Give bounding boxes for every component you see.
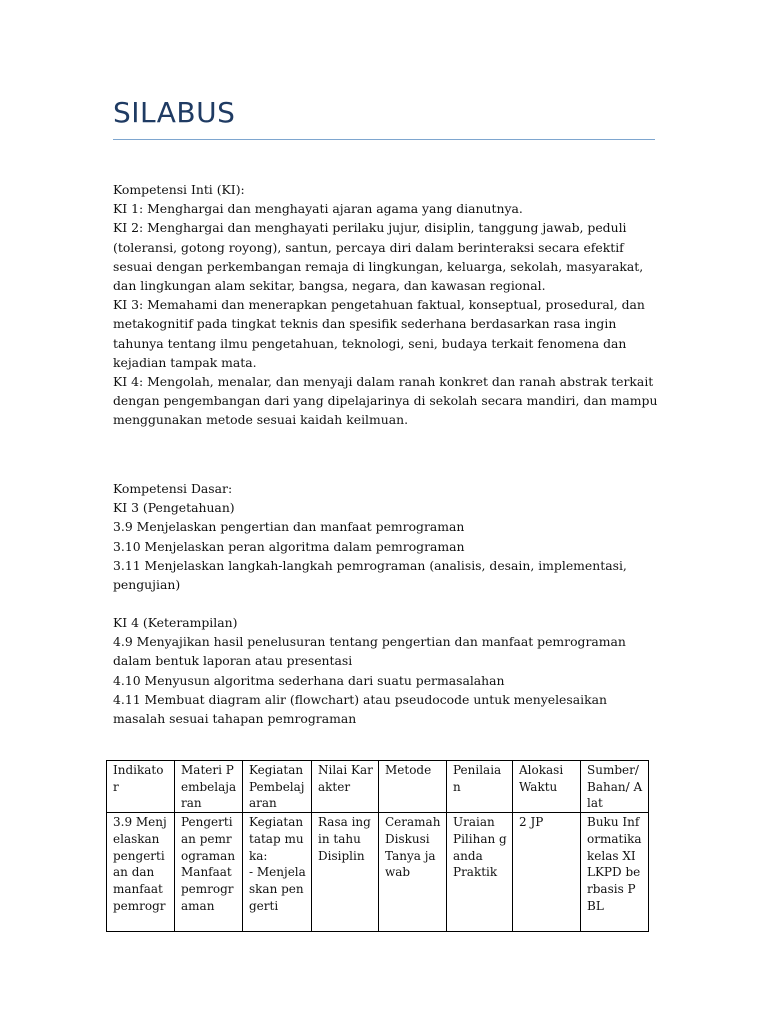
- kd-3-10: 3.10 Menjelaskan peran algoritma dalam pemrograman: [113, 538, 465, 554]
- kd-4-10: 4.10 Menyusun algoritma sederhana dari suatu permasalahan: [113, 672, 505, 688]
- ki-heading: Kompetensi Inti (KI):: [113, 182, 245, 197]
- kd-3-9: 3.9 Menjelaskan pengertian dan manfaat pemrograman: [113, 519, 465, 535]
- header-nilai-karakter: Nilai Karakter: [312, 761, 379, 813]
- kd-ki3-heading: KI 3 (Pengetahuan): [113, 500, 235, 516]
- ki-1: KI 1: Menghargai dan menghayati ajaran agama yang dianutnya.: [113, 201, 523, 217]
- cell-metode: Ceramah Diskusi Tanya jawab: [379, 813, 447, 932]
- cell-penilaian: Uraian Pilihan ganda Praktik: [447, 813, 513, 932]
- cell-sumber: Buku Informatika kelas XI LKPD berbasis PBL: [581, 813, 649, 932]
- table-row: [107, 813, 649, 932]
- cell-indikator: 3.9 Menjelaskan pengertian dan manfaat pemrogr: [107, 813, 175, 932]
- table-header-row: [107, 761, 649, 813]
- ki-2: KI 2: Menghargai dan menghayati perilaku jujur, disiplin, tanggung jawab, peduli (toleransi, gotong royong), santun, percaya diri dalam berinteraksi secara efektif sesuai dengan perkembangan remaja di lingkungan, keluarga, sekolah, masyarakat, dan lingkungan alam sekitar, bangsa, negara, dan kawasan regional.: [113, 220, 644, 294]
- ki-3: KI 3: Memahami dan menerapkan pengetahuan faktual, konseptual, prosedural, dan metakognitif pada tingkat teknis dan spesifik sederhana berdasarkan rasa ingin tahunya tentang ilmu pengetahuan, teknologi, seni, budaya terkait fenomena dan kejadian tampak mata.: [113, 297, 645, 370]
- header-penilaian: Penilaian: [447, 761, 513, 813]
- kd-heading: Kompetensi Dasar:: [113, 481, 233, 496]
- kompetensi-dasar-section: [113, 479, 658, 594]
- header-sumber: Sumber/ Bahan/ Alat: [581, 761, 649, 813]
- kd-4-9: 4.9 Menyajikan hasil penelusuran tentang pengertian dan manfaat pemrograman dalam bentuk laporan atau presentasi: [113, 634, 626, 669]
- header-materi: Materi Pembelajaran: [175, 761, 243, 813]
- header-kegiatan: Kegiatan Pembelajaran: [243, 761, 312, 813]
- cell-nilai-karakter: Rasa ingin tahu Disiplin: [312, 813, 379, 932]
- kd-4-11: 4.11 Membuat diagram alir (flowchart) atau pseudocode untuk menyelesaikan masalah sesuai tahapan pemrograman: [113, 691, 607, 727]
- kompetensi-dasar-ki4-section: [113, 613, 658, 728]
- kompetensi-inti-section: [113, 180, 658, 430]
- silabus-table: [106, 760, 649, 932]
- header-indikator: Indikator: [107, 761, 175, 813]
- ki-4: KI 4: Mengolah, menalar, dan menyaji dalam ranah konkret dan ranah abstrak terkait dengan pengembangan dari yang dipelajarinya di sekolah secara mandiri, dan mampu menggunakan metode sesuai kaidah keilmuan.: [113, 374, 658, 428]
- cell-alokasi-waktu: 2 JP: [513, 813, 581, 932]
- header-alokasi-waktu: Alokasi Waktu: [513, 761, 581, 813]
- cell-materi: Pengertian pemrograman Manfaat pemrograman: [175, 813, 243, 932]
- kd-3-11: 3.11 Menjelaskan langkah-langkah pemrograman (analisis, desain, implementasi, pengujian): [113, 557, 627, 593]
- kd-ki4-heading: KI 4 (Keterampilan): [113, 615, 238, 630]
- header-metode: Metode: [379, 761, 447, 813]
- title-divider: [113, 139, 655, 140]
- cell-kegiatan: Kegiatan tatap muka: - Menjelaskan pengerti: [243, 813, 312, 932]
- page-title: SILABUS: [113, 96, 236, 129]
